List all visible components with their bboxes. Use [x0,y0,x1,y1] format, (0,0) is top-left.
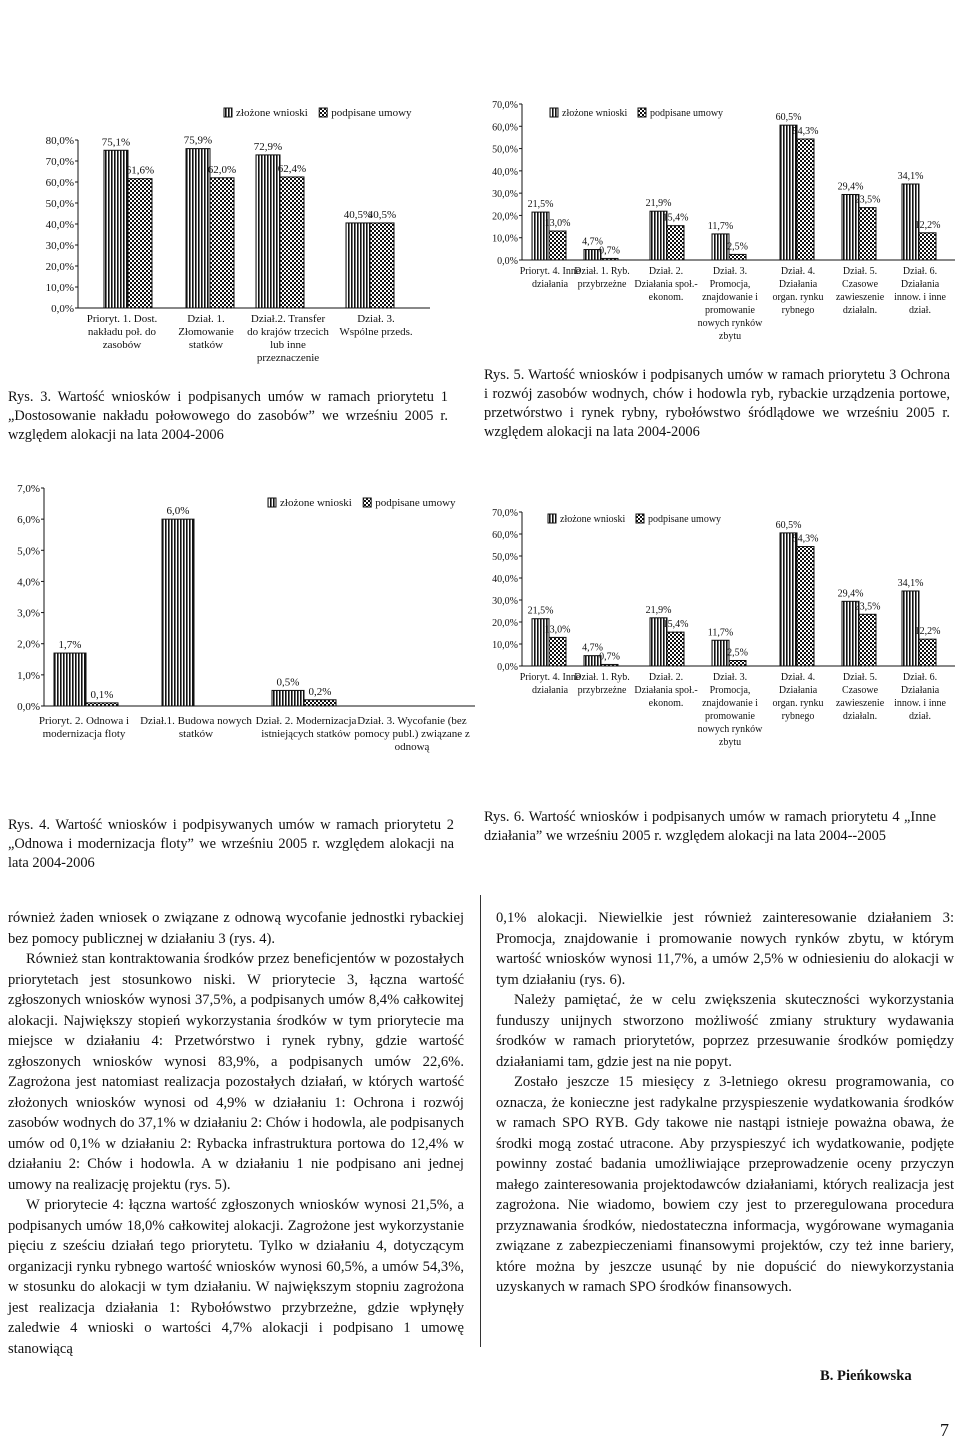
bar-podpisane-0 [86,703,118,706]
data-label: 2,5% [727,241,748,253]
category-label: przybrzeżne [577,685,627,696]
bar-podpisane-2 [667,226,684,260]
chart-rys4 [0,476,480,766]
body-column-right [496,908,954,1298]
category-label: Działania społ.- [634,685,698,696]
category-label: Dział. 2. [648,672,684,683]
legend-label: podpisane umowy [331,107,412,119]
data-label: 54,3% [792,533,819,545]
category-label: Czasowe [841,685,879,696]
category-label: ekonom. [648,698,684,709]
y-tick-label: 70,0% [45,156,74,168]
category-label: działaln. [842,711,878,722]
bar-podpisane-6 [919,639,936,666]
data-label: 12,2% [914,219,941,231]
caption-rys5: Rys. 5. Wartość wniosków i podpisanych umów w ramach priorytetu 3 Ochrona i rozwój zasobów wodnych, chów i hodowla ryb, rybackie urządzenia portowe, przetwórstwo i rynek rybny, rybołówstwo śródlądowe we wrześniu 2005 r. względem alokacji na lata 2004-2006 [484,367,950,440]
chart-rys6 [480,496,960,766]
caption-rys6: Rys. 6. Wartość wniosków i podpisanych umów w ramach priorytetu 4 „Inne działania” we wrześniu 2005 r. względem alokacji na lata 2004--2005 [484,809,936,844]
data-label: 21,5% [527,605,554,617]
bar-podpisane-3 [729,254,746,260]
bar-podpisane-2 [667,632,684,666]
bar-zlozone-4 [780,533,797,666]
data-label: 29,4% [837,181,864,193]
legend-label: złożone wnioski [280,497,352,509]
bar-zlozone-0 [104,150,128,308]
y-tick-label: 70,0% [492,100,518,111]
category-label: statków [188,339,224,351]
legend-swatch-1 [319,108,327,117]
category-label: Dział. 3. [712,266,748,277]
category-label: Dział.1. Budowa nowych [140,715,252,727]
data-label: 34,1% [897,577,924,589]
legend-swatch-0 [550,108,558,117]
data-label: 60,5% [775,112,802,124]
category-label: Dział. 3. [712,672,748,683]
category-label: zbytu [718,331,742,342]
column-divider [480,895,481,1347]
category-label: działania [531,685,569,696]
category-label: zbytu [718,737,742,748]
data-label: 61,6% [125,164,155,177]
legend-swatch-0 [224,108,232,117]
y-tick-label: 60,0% [45,177,74,189]
data-label: 72,9% [253,140,283,153]
category-label: Dział. 2. Modernizacja [255,715,357,727]
data-label: 60,5% [775,519,802,531]
y-tick-label: 40,0% [492,166,518,178]
y-tick-label: 10,0% [45,282,74,294]
legend-label: podpisane umowy [375,497,456,509]
bar-podpisane-0 [128,179,152,308]
y-tick-label: 10,0% [492,640,518,651]
category-label: znajdowanie i [702,698,758,709]
category-label: Dział. 4. [780,672,816,683]
data-label: 6,0% [166,505,190,518]
legend-swatch-1 [363,498,371,507]
bar-podpisane-1 [601,664,618,666]
category-label: Prioryt. 2. Odnowa i [38,715,130,727]
bar-podpisane-2 [304,700,336,706]
category-label: znajdowanie i [702,292,758,303]
data-label: 13,0% [544,218,571,230]
paragraph: również żaden wniosek o związane z odnową wycofanie jednostki rybackiej bez pomocy publicznej w działaniu 3 (rys. 4). [8,910,464,947]
y-tick-label: 2,0% [17,638,40,651]
legend-swatch-1 [636,514,644,523]
bar-zlozone-1 [162,519,194,706]
y-tick-label: 20,0% [492,211,518,223]
data-label: 21,9% [645,198,672,210]
data-label: 4,7% [582,642,603,654]
y-tick-label: 7,0% [17,483,40,495]
legend-label: podpisane umowy [648,514,722,525]
category-label: nakładu poł. do [87,326,157,338]
bar-zlozone-3 [346,223,370,308]
category-label: Działania [900,279,940,290]
chart-rys3 [0,100,470,380]
y-tick-label: 60,0% [492,530,518,541]
data-label: 13,0% [544,624,571,636]
data-label: 4,7% [582,236,603,248]
y-tick-label: 0,0% [497,256,518,267]
category-label: odnową [394,741,430,753]
paragraph: Również stan kontraktowania środków przez beneficjentów w pozostałych priorytetach jest stosunkowo niski. W priorytecie 3, łączna wartość zgłoszonych wniosków wynosi 37,5%, a podpisanych umów 8,4% całkowitej alokacji. Największy stopień wykorzystania środków w tym priorytecie ma miejsce w działaniu 4: Przetwórstwo i rynek rybny, gdzie wartość zgłoszonych wniosków wynosi 83,9%, a podpisanych umów 22,6%. Zagrożona jest natomiast realizacja pozostałych działań, w których wartość złożonych wniosków wynosi od 4,9% w działaniu 1: Ochrona i rozwój zasobów wodnych do 37,1% w działaniu 2: Chów i hodowla, ale podpisanych umów od 0,1% w działaniu 2: Rybacka infrastruktura portowa do 12,4% w działaniu 2: Chów i hodowla. A w działaniu 1 nie podpisano ani jednej umowy na realizację projektu (rys. 5). [8,951,464,1193]
bar-zlozone-2 [272,690,304,706]
data-label: 54,3% [792,125,819,137]
bar-podpisane-0 [549,231,566,260]
y-tick-label: 0,0% [51,303,74,315]
legend-label: złożone wnioski [562,108,628,119]
category-label: Prioryt. 4. Inne [519,266,581,277]
category-label: innow. i inne [894,292,946,303]
category-label: przeznaczenie [256,352,320,364]
category-label: zawieszenie [835,698,885,709]
category-label: Wspólne przeds. [339,326,413,338]
bar-podpisane-3 [370,223,394,308]
bar-podpisane-4 [797,547,814,666]
category-label: Promocja, [709,279,751,290]
data-label: 62,4% [277,162,307,175]
data-label: 34,1% [897,171,924,183]
y-tick-label: 70,0% [492,508,518,519]
y-tick-label: 40,0% [492,574,518,585]
bar-podpisane-1 [601,258,618,260]
category-label: pomocy publ.) związane z [354,728,470,740]
category-label: dział. [909,305,931,316]
category-label: nowych rynków [697,724,763,735]
paragraph: 0,1% alokacji. Niewielkie jest również zainteresowanie działaniem 3: Promocja, znajdowanie i promowanie nowych rynków zbytu, w którym wartość wniosków wynosi 11,7%, a umów 2,5% w odniesieniu do alokacji w tym działaniu (rys. 6). [496,910,954,988]
category-label: Dział. 3. Wycofanie (bez [357,715,467,727]
category-label: innow. i inne [894,698,946,709]
category-label: nowych rynków [697,318,763,329]
paragraph: Należy pamiętać, że w celu zwiększenia skuteczności wykorzystania funduszy unijnych stworzono możliwość zmiany struktury wydawania środków w ramach priorytetów, poprzez przesuwanie środków pomiędzy działaniami tam, gdzie jest na nie popyt. [496,992,954,1070]
data-label: 1,7% [58,639,82,652]
category-label: Dział. 5. [842,672,878,683]
category-label: promowanie [705,711,755,722]
bar-podpisane-5 [859,208,876,260]
category-label: Działania [900,685,940,696]
category-label: Promocja, [709,685,751,696]
legend-swatch-0 [548,514,556,523]
y-tick-label: 20,0% [492,618,518,629]
category-label: modernizacja floty [42,728,126,740]
category-label: Dział. 1. [187,313,225,325]
category-label: Dział. 3. [357,313,395,325]
y-tick-label: 40,0% [45,219,74,231]
y-tick-label: 10,0% [492,233,518,245]
y-tick-label: 30,0% [492,189,518,201]
category-label: do krajów trzecich [247,326,329,338]
data-label: 40,5% [367,208,397,221]
category-label: Dział. 6. [902,266,938,277]
category-label: rybnego [781,305,815,316]
bar-zlozone-1 [186,149,210,308]
category-label: Działania społ.- [634,279,698,290]
y-tick-label: 5,0% [17,545,40,558]
category-label: Dział.2. Transfer [250,313,326,325]
y-tick-label: 0,0% [17,701,40,713]
data-label: 0,5% [276,676,300,689]
category-label: działaln. [842,305,878,316]
legend-swatch-1 [638,108,646,117]
category-label: Czasowe [841,279,879,290]
data-label: 0,7% [599,651,620,663]
caption-rys3: Rys. 3. Wartość wniosków i podpisanych umów w ramach priorytetu 1 „Dostosowanie nakładu połowowego do zasobów” we wrześniu 2005 r. względem alokacji na lata 2004-2006 [8,389,448,443]
bar-zlozone-0 [54,653,86,706]
bar-podpisane-0 [549,637,566,666]
category-label: ekonom. [648,292,684,303]
bar-podpisane-5 [859,614,876,666]
data-label: 21,9% [645,604,672,616]
data-label: 62,0% [207,163,237,176]
data-label: 15,4% [662,619,689,631]
category-label: statków [178,728,214,740]
data-label: 11,7% [707,627,734,639]
data-label: 0,1% [90,688,114,701]
bar-podpisane-6 [919,233,936,260]
legend-label: podpisane umowy [650,108,724,119]
data-label: 0,2% [308,685,332,698]
category-label: rybnego [781,711,815,722]
category-label: Działania [778,685,818,696]
data-label: 40,5% [343,208,373,221]
data-label: 12,2% [914,626,941,638]
y-tick-label: 50,0% [492,144,518,156]
y-tick-label: 80,0% [45,135,74,147]
legend-label: złożone wnioski [236,107,308,119]
bar-podpisane-4 [797,139,814,260]
y-tick-label: 50,0% [45,198,74,210]
y-tick-label: 50,0% [492,552,518,563]
paragraph: Zostało jeszcze 15 miesięcy z 3-letniego okresu programowania, co oznacza, że konieczne jest radykalne przyspieszenie wydatkowania środków w ramach SPO RYB. Gdy takowe nie nastąpi istnieje poważna obawa, że środki mogą zostać utracone. Aby przyspieszyć ich wydatkowanie, podjęte powinny zostać badania umożliwiające przeprowadzenie oceny przyczyn małego zainteresowania projektodawców działaniami, których realizacja jest zagrożona. Nie wiadomo, bowiem czy jest to przeregulowana procedura przyznawania środków, niedostateczna informacja, wygórowane wymagania związane z zabezpieczeniami finansowymi projektów, czy też inne bariery, które można by jeszcze usunąć by nie dopuścić do niewykorzystania uzyskanych w ramach SPO środków finansowych. [496,1074,954,1295]
bar-zlozone-4 [780,125,797,260]
category-label: organ. rynku [772,292,824,303]
category-label: Złomowanie [178,326,234,338]
y-tick-label: 1,0% [17,669,40,682]
category-label: działania [531,279,569,290]
page-number: 7 [940,1420,949,1440]
legend-label: złożone wnioski [560,514,626,525]
y-tick-label: 30,0% [492,596,518,607]
chart-rys5 [480,92,960,362]
legend-swatch-0 [268,498,276,507]
paragraph: W priorytecie 4: łączna wartość zgłoszonych wniosków wynosi 21,5%, a podpisanych umów 18,0% całkowitej alokacji. Zagrożone jest wykorzystanie pięciu z sześciu działań tego priorytetu. Tylko w działaniu 4, dotyczącym organizacji rynku rybnego wartość wniosków wynosi 60,5%, a umów 54,3%, w stosunku do alokacji w tym działaniu. W największym stopniu zagrożona jest realizacja działania 1: Rybołówstwo przybrzeżne, gdzie wpłynęły zaledwie 4 wnioski o wartości 4,7% alokacji i podpisano 1 umowę stanowiącą [8,1197,464,1357]
category-label: zawieszenie [835,292,885,303]
y-tick-label: 60,0% [492,122,518,134]
category-label: organ. rynku [772,698,824,709]
y-tick-label: 0,0% [497,662,518,673]
bar-podpisane-2 [280,177,304,308]
category-label: Dział. 1. Ryb. [574,672,630,683]
author-signature: B. Pieńkowska [820,1368,912,1384]
y-tick-label: 30,0% [45,240,74,252]
category-label: Prioryt. 1. Dost. [86,313,158,325]
data-label: 23,5% [854,601,881,613]
y-tick-label: 4,0% [17,576,40,589]
bar-zlozone-2 [256,155,280,308]
y-tick-label: 20,0% [45,261,74,273]
category-label: promowanie [705,305,755,316]
data-label: 75,9% [183,134,213,147]
bar-podpisane-1 [210,178,234,308]
category-label: przybrzeżne [577,279,627,290]
category-label: istniejących statków [261,728,351,740]
category-label: Dział. 5. [842,266,878,277]
category-label: zasobów [102,339,142,351]
category-label: Dział. 4. [780,266,816,277]
category-label: Dział. 2. [648,266,684,277]
data-label: 15,4% [662,212,689,224]
category-label: lub inne [270,339,306,351]
data-label: 21,5% [527,199,554,211]
data-label: 75,1% [101,136,131,149]
body-column-left [8,908,464,1359]
category-label: Dział. 6. [902,672,938,683]
y-tick-label: 3,0% [17,607,40,620]
data-label: 0,7% [599,245,620,257]
data-label: 29,4% [837,588,864,600]
caption-rys4: Rys. 4. Wartość wniosków i podpisywanych umów w ramach priorytetu 2 „Odnowa i modernizacja floty” we wrześniu 2005 r. względem alokacji na lata 2004-2006 [8,817,454,871]
category-label: dział. [909,711,931,722]
y-tick-label: 6,0% [17,514,40,527]
category-label: Prioryt. 4. Inne [519,672,581,683]
category-label: Działania [778,279,818,290]
data-label: 23,5% [854,194,881,206]
category-label: Dział. 1. Ryb. [574,266,630,277]
data-label: 2,5% [727,647,748,659]
bar-podpisane-3 [729,661,746,667]
data-label: 11,7% [707,220,734,232]
